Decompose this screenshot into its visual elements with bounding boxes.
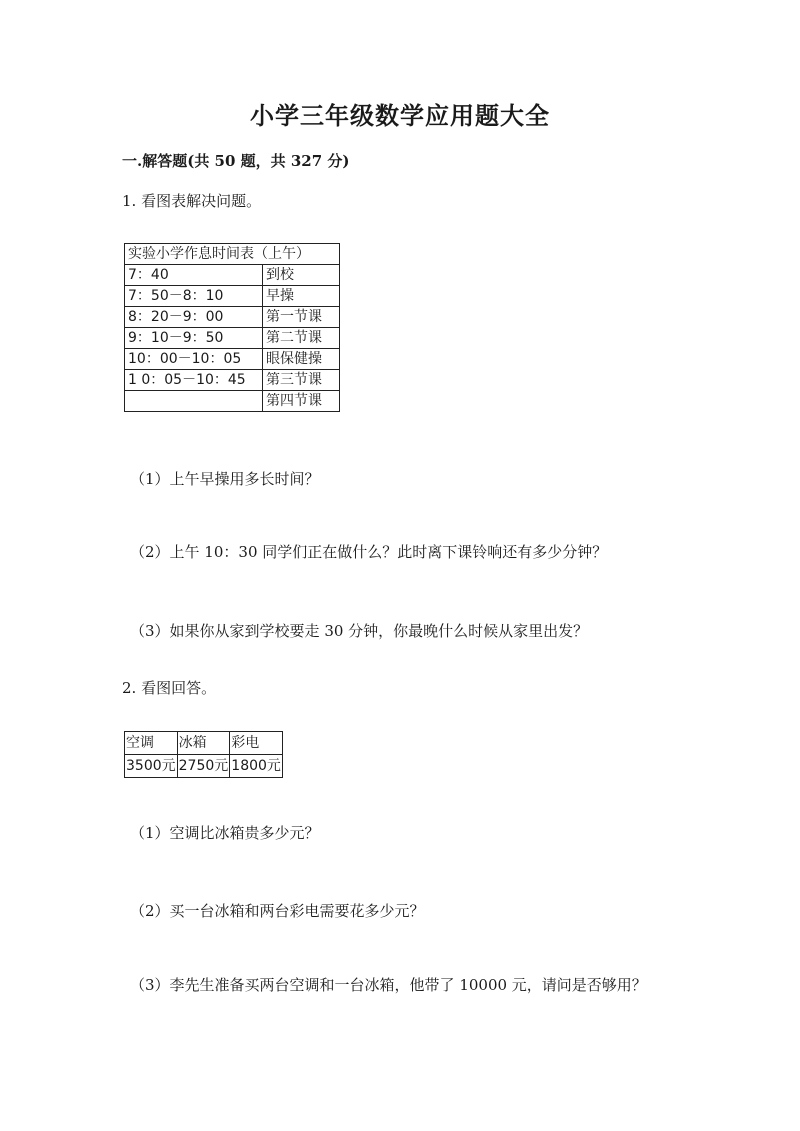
question-1-sub-2: （2）上午 10：30 同学们正在做什么？此时离下课铃响还有多少分钟？ xyxy=(130,543,608,561)
table-row xyxy=(125,755,283,778)
schedule-time-cell: 1 0：05－10：45 xyxy=(125,370,263,391)
table-row xyxy=(125,265,340,286)
page-title: 小学三年级数学应用题大全 xyxy=(250,101,550,130)
table-row xyxy=(125,391,340,412)
schedule-activity-cell: 第四节课 xyxy=(263,391,340,412)
schedule-time-cell: 7：40 xyxy=(125,265,263,286)
schedule-time-cell: 9：10－9：50 xyxy=(125,328,263,349)
schedule-activity-cell: 眼保健操 xyxy=(263,349,340,370)
question-2-prompt: 2. 看图回答。 xyxy=(122,679,217,697)
schedule-activity-cell: 第二节课 xyxy=(263,328,340,349)
table-row xyxy=(125,328,340,349)
schedule-table xyxy=(124,243,340,412)
question-1-sub-1: （1）上午早操用多长时间？ xyxy=(130,470,320,488)
table-row xyxy=(125,286,340,307)
table-row xyxy=(125,370,340,391)
section-header: 一.解答题(共 50 题，共 327 分) xyxy=(122,152,350,170)
schedule-activity-cell: 到校 xyxy=(263,265,340,286)
price-header-cell: 空调 xyxy=(125,732,178,755)
price-value-cell: 3500元 xyxy=(125,755,178,778)
question-2-sub-2: （2）买一台冰箱和两台彩电需要花多少元？ xyxy=(130,902,425,920)
table-row xyxy=(125,732,283,755)
table-row xyxy=(125,307,340,328)
price-header-cell: 冰箱 xyxy=(177,732,230,755)
price-table xyxy=(124,731,283,778)
table-row xyxy=(125,349,340,370)
price-value-cell: 2750元 xyxy=(177,755,230,778)
schedule-time-cell: 7：50－8：10 xyxy=(125,286,263,307)
schedule-activity-cell: 第三节课 xyxy=(263,370,340,391)
question-1-prompt: 1. 看图表解决问题。 xyxy=(122,192,262,210)
schedule-activity-cell: 早操 xyxy=(263,286,340,307)
question-2-sub-1: （1）空调比冰箱贵多少元？ xyxy=(130,824,320,842)
table-row xyxy=(125,244,340,265)
schedule-time-cell: 10：00－10：05 xyxy=(125,349,263,370)
schedule-time-cell xyxy=(125,391,263,412)
schedule-table-header: 实验小学作息时间表（上午） xyxy=(125,244,340,265)
schedule-time-cell: 8：20－9：00 xyxy=(125,307,263,328)
question-2-sub-3: （3）李先生准备买两台空调和一台冰箱，他带了 10000 元，请问是否够用？ xyxy=(130,976,647,994)
price-value-cell: 1800元 xyxy=(230,755,283,778)
question-1-sub-3: （3）如果你从家到学校要走 30 分钟，你最晚什么时候从家里出发？ xyxy=(130,622,589,640)
price-header-cell: 彩电 xyxy=(230,732,283,755)
schedule-activity-cell: 第一节课 xyxy=(263,307,340,328)
